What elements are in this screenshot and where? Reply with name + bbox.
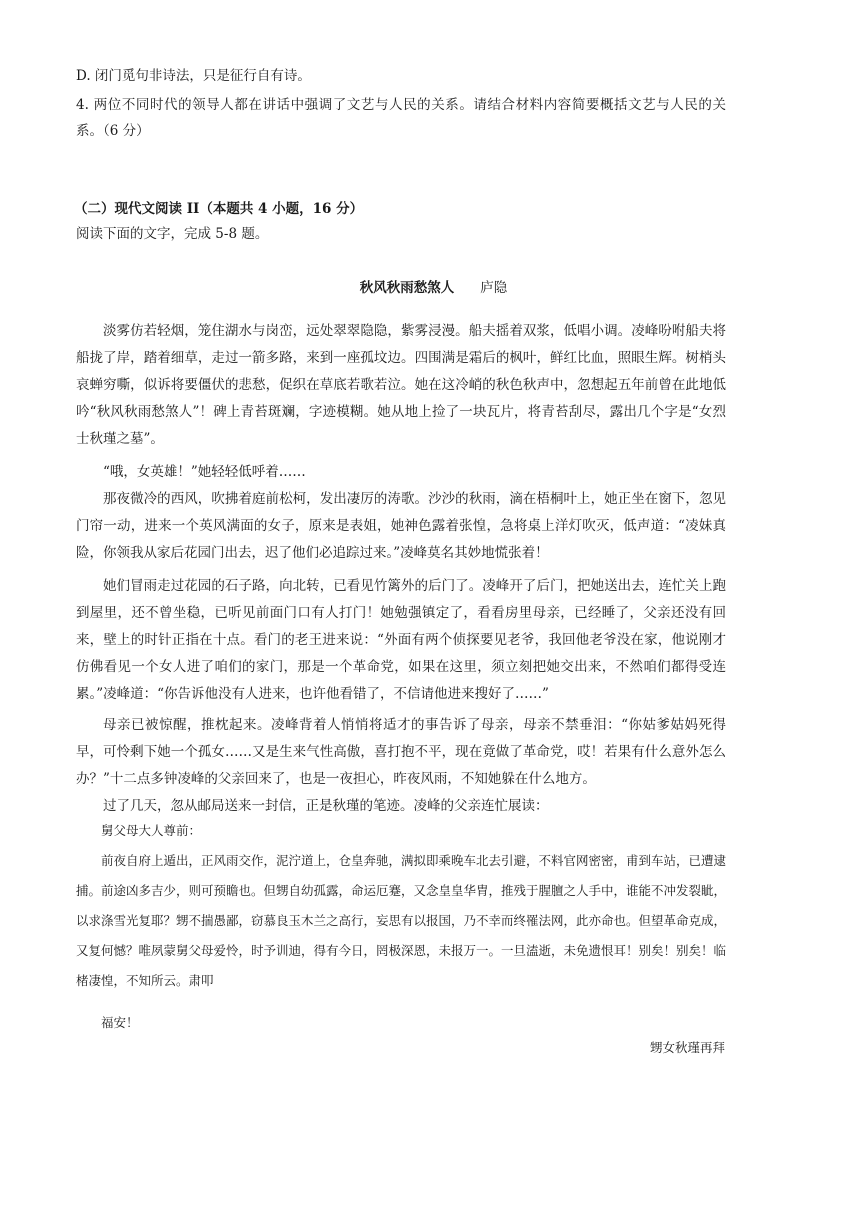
letter-signature: 甥女秋瑾再拜 xyxy=(649,1040,725,1055)
article-author: 庐隐 xyxy=(480,280,508,296)
letter-salutation: 舅父母大人尊前： xyxy=(101,823,202,838)
paragraph-6: 过了几天，忽从邮局送来一封信，正是秋瑾的笔迹。凌峰的父亲连忙展读： xyxy=(103,798,549,814)
article-title-row xyxy=(0,276,867,296)
paragraph-5: 母亲已被惊醒，推枕起来。凌峰背着人悄悄将适才的事告诉了母亲，母亲不禁垂泪：“你姑爹姑妈死得早，可怜剩下她一个孤女……又是生来气性高傲，喜打抱不平，现在竟做了革命党，哎！若果有什么意外怎么办？”十二点多钟凌峰的父亲回来了，也是一夜担心，昨夜风雨，不知她躲在什么地方。 xyxy=(76,717,726,787)
article-title: 秋风秋雨愁煞人 xyxy=(359,280,455,296)
paragraph-3: 那夜微冷的西风，吹拂着庭前松柯，发出凄厉的涛歌。沙沙的秋雨，滴在梧桐叶上，她正坐在窗下，忽见门帘一动，进来一个英风满面的女子，原来是表姐，她神色露着张惶，急将桌上洋灯吹灭，低声道：“凌妹真险，你领我从家后花园门出去，迟了他们必追踪过来。”凌峰莫名其妙地慌张着！ xyxy=(76,491,726,561)
paragraph-2: “哦，女英雄！”她轻轻低呼着…… xyxy=(103,464,306,480)
question-4: 4. 两位不同时代的领导人都在讲话中强调了文艺与人民的关系。请结合材料内容简要概括文艺与人民的关系。（6 分） xyxy=(76,97,726,139)
reading-instruction: 阅读下面的文字，完成 5-8 题。 xyxy=(76,226,269,242)
letter-closing: 福安！ xyxy=(101,1015,139,1030)
paragraph-1: 淡雾仿若轻烟，笼住湖水与岗峦，远处翠翠隐隐，紫雾浸漫。船夫摇着双浆，低唱小调。凌峰吩咐船夫将船拢了岸，踏着细草，走过一箭多路，来到一座孤坟边。四围满是霜后的枫叶，鲜红比血，照眼生辉。树梢头哀蝉穷嘶，似诉将要僵伏的悲愁，促织在草底若歌若泣。她在这冷峭的秋色秋声中，忽想起五年前曾在此地低吟“秋风秋雨愁煞人”！碑上青苔斑斓，字迹模糊。她从地上捡了一块瓦片，将青苔刮尽，露出几个字是“女烈士秋瑾之墓”。 xyxy=(76,323,726,447)
letter-body: 前夜自府上遁出，正风雨交作，泥泞道上，仓皇奔驰，满拟即乘晚车北去引避，不料官网密密，甫到车站，已遭逮捕。前途凶多吉少，则可预瞻也。但甥自幼孤露，命运厄蹇，又念皇皇华胄，推残于腥膻之人手中，谁能不冲发裂眦，以求涤雪光复耶？甥不揣愚鄙，窃慕良玉木兰之高行，妄思有以报国，乃不幸而终罹法网，此亦命也。但望革命克成，又复何憾？唯夙蒙舅父母爱怜，时予训迪，得有今日，罔极深恩，未报万一。一旦溘逝，未免遗恨耳！别矣！别矣！临楮凄惶，不知所云。肃叩 xyxy=(76,853,727,988)
option-d: D. 闭门觅句非诗法，只是征行自有诗。 xyxy=(76,68,311,84)
section-heading: （二）现代文阅读 II（本题共 4 小题，16 分） xyxy=(74,201,364,217)
paragraph-4: 她们冒雨走过花园的石子路，向北转，已看见竹篱外的后门了。凌峰开了后门，把她送出去，连忙关上跑到屋里，还不曾坐稳，已听见前面门口有人打门！她勉强镇定了，看看房里母亲，已经睡了，父亲还没有回来，壁上的时针正指在十点。看门的老王进来说：“外面有两个侦探要见老爷，我回他老爷没在家，他说刚才仿佛看见一个女人进了咱们的家门，那是一个革命党，如果在这里，须立刻把她交出来，不然咱们都得受连累。”凌峰道：“你告诉他没有人进来，也许他看错了，不信请他进来搜好了……” xyxy=(76,578,726,702)
